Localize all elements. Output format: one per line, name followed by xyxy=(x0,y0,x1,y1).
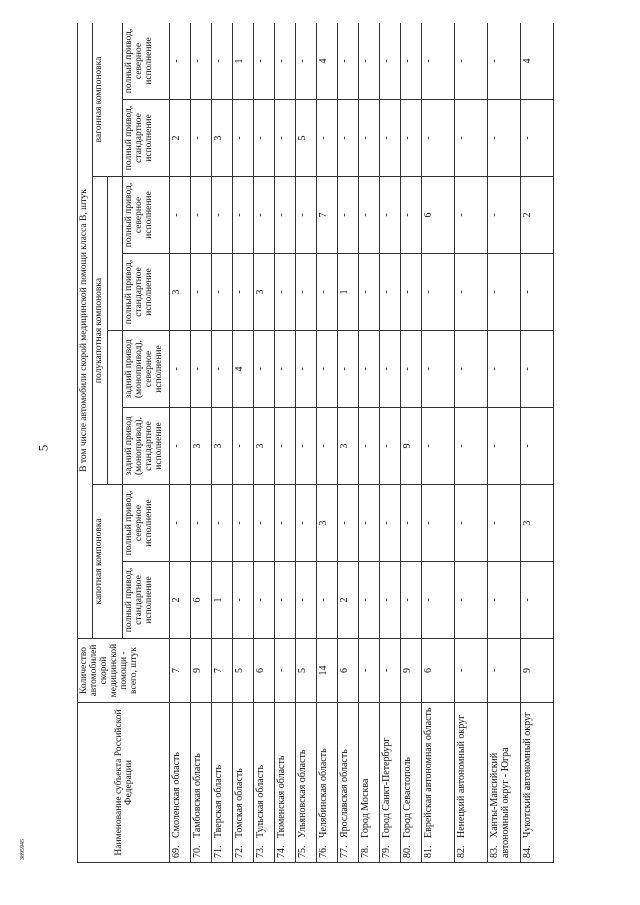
value-cell: - xyxy=(455,100,488,177)
value-cell: 6 xyxy=(191,562,212,639)
value-cell: - xyxy=(191,100,212,177)
value-cell: - xyxy=(488,23,521,100)
value-cell: 7 xyxy=(317,177,338,254)
value-cell: - xyxy=(422,23,455,100)
region-cell xyxy=(212,703,233,863)
value-cell: - xyxy=(521,331,554,408)
value-cell: - xyxy=(233,177,254,254)
subheader: полный привод, стандартное исполнение xyxy=(123,562,170,639)
value-cell: - xyxy=(296,562,317,639)
region-cell xyxy=(521,703,554,863)
value-cell: - xyxy=(422,331,455,408)
value-cell: - xyxy=(380,23,401,100)
value-cell: 1 xyxy=(233,23,254,100)
subheader: полный привод, стандартное исполнение xyxy=(123,100,170,177)
table-row xyxy=(338,23,359,863)
value-cell: 4 xyxy=(317,23,338,100)
value-cell: - xyxy=(254,177,275,254)
region-cell xyxy=(296,703,317,863)
value-cell: - xyxy=(212,23,233,100)
total-cell: 7 xyxy=(170,639,191,703)
subheader: полный привод, стандартное исполнение xyxy=(123,254,170,331)
value-cell: 1 xyxy=(338,254,359,331)
total-cell: 5 xyxy=(233,639,254,703)
value-cell: - xyxy=(380,177,401,254)
value-cell: - xyxy=(275,331,296,408)
table-row xyxy=(170,23,191,863)
row-number: 79. xyxy=(381,845,392,858)
value-cell: 3 xyxy=(254,254,275,331)
value-cell: - xyxy=(422,408,455,485)
value-cell: - xyxy=(212,177,233,254)
region-cell xyxy=(170,703,191,863)
rotated-table-container xyxy=(77,23,622,863)
value-cell: - xyxy=(191,23,212,100)
value-cell: - xyxy=(359,485,380,562)
table-row xyxy=(422,23,455,863)
value-cell: - xyxy=(275,254,296,331)
region-cell xyxy=(488,703,521,863)
value-cell: - xyxy=(254,100,275,177)
total-cell: 9 xyxy=(521,639,554,703)
header-total: Количество автомобилей скорой медицинской помощи - всего, штук xyxy=(78,639,170,703)
value-cell: 9 xyxy=(401,408,422,485)
value-cell: - xyxy=(401,177,422,254)
value-cell: - xyxy=(488,177,521,254)
value-cell: - xyxy=(191,485,212,562)
table-row xyxy=(191,23,212,863)
value-cell: - xyxy=(275,100,296,177)
value-cell: - xyxy=(191,331,212,408)
row-number: 75. xyxy=(297,845,308,858)
value-cell: - xyxy=(338,23,359,100)
value-cell: - xyxy=(233,408,254,485)
value-cell: 2 xyxy=(170,100,191,177)
value-cell: - xyxy=(170,485,191,562)
total-cell: 14 xyxy=(317,639,338,703)
value-cell: - xyxy=(455,562,488,639)
value-cell: - xyxy=(359,408,380,485)
header-semi-awd xyxy=(108,331,123,485)
header-region: Наименование субъекта Российской Федерации xyxy=(78,703,170,863)
value-cell: - xyxy=(380,562,401,639)
subheader: полный привод, северное исполнение xyxy=(123,485,170,562)
value-cell: - xyxy=(401,485,422,562)
subheader: полный привод, северное исполнение xyxy=(123,177,170,254)
value-cell: - xyxy=(488,408,521,485)
value-cell: - xyxy=(380,408,401,485)
value-cell: - xyxy=(359,331,380,408)
table-row xyxy=(380,23,401,863)
value-cell: - xyxy=(488,254,521,331)
value-cell: - xyxy=(521,562,554,639)
subheader: задний привод (монопривод), северное исполнение xyxy=(123,331,170,408)
table-frame xyxy=(77,23,622,863)
row-number: 78. xyxy=(360,845,371,858)
value-cell: - xyxy=(233,100,254,177)
value-cell: - xyxy=(317,100,338,177)
region-name: Город Севастополь xyxy=(402,757,413,838)
value-cell: - xyxy=(401,331,422,408)
region-cell xyxy=(254,703,275,863)
value-cell: - xyxy=(254,562,275,639)
value-cell: 3 xyxy=(521,485,554,562)
value-cell: - xyxy=(170,177,191,254)
value-cell: - xyxy=(317,254,338,331)
region-cell xyxy=(455,703,488,863)
total-cell: 6 xyxy=(254,639,275,703)
subheader: полный привод, северное исполнение xyxy=(123,23,170,100)
value-cell: - xyxy=(275,408,296,485)
table-row xyxy=(212,23,233,863)
value-cell: 5 xyxy=(296,100,317,177)
value-cell: - xyxy=(296,331,317,408)
row-number: 80. xyxy=(402,845,413,858)
region-name: Челябинская область xyxy=(318,748,329,838)
region-name: Тульская область xyxy=(255,764,266,838)
total-cell: - xyxy=(359,639,380,703)
value-cell: - xyxy=(521,408,554,485)
value-cell: - xyxy=(455,408,488,485)
region-cell xyxy=(233,703,254,863)
region-name: Ханты-Мансийский автономный округ - Югра xyxy=(489,747,511,858)
document-code: 3895945 xyxy=(20,839,26,860)
value-cell: - xyxy=(488,485,521,562)
value-cell: - xyxy=(380,100,401,177)
region-cell xyxy=(317,703,338,863)
row-number: 73. xyxy=(255,845,266,858)
value-cell: 3 xyxy=(191,408,212,485)
value-cell: - xyxy=(170,408,191,485)
value-cell: 3 xyxy=(212,100,233,177)
total-cell: - xyxy=(380,639,401,703)
value-cell: - xyxy=(233,562,254,639)
value-cell: - xyxy=(212,485,233,562)
table-row xyxy=(455,23,488,863)
region-name: Смоленская область xyxy=(171,752,182,838)
region-cell xyxy=(359,703,380,863)
region-cell xyxy=(401,703,422,863)
value-cell: - xyxy=(359,100,380,177)
row-number: 72. xyxy=(234,845,245,858)
region-name: Тамбовская область xyxy=(192,753,203,838)
region-cell xyxy=(275,703,296,863)
value-cell: - xyxy=(359,23,380,100)
value-cell: 6 xyxy=(422,177,455,254)
total-cell: - xyxy=(275,639,296,703)
value-cell: - xyxy=(338,485,359,562)
value-cell: 2 xyxy=(170,562,191,639)
header-group-title: В том числе автомобили скорой медицинской помощи класса В, штук xyxy=(78,23,93,639)
value-cell: - xyxy=(233,485,254,562)
subheader: задний привод (монопривод), стандартное исполнение xyxy=(123,408,170,485)
value-cell: - xyxy=(296,408,317,485)
value-cell: 3 xyxy=(254,408,275,485)
value-cell: - xyxy=(401,100,422,177)
value-cell: - xyxy=(275,23,296,100)
value-cell: - xyxy=(488,331,521,408)
value-cell: - xyxy=(296,254,317,331)
table-body xyxy=(170,23,554,863)
value-cell: - xyxy=(191,177,212,254)
region-cell xyxy=(380,703,401,863)
value-cell: - xyxy=(317,408,338,485)
table-row xyxy=(317,23,338,863)
value-cell: 3 xyxy=(338,408,359,485)
row-number: 74. xyxy=(276,845,287,858)
table-row xyxy=(254,23,275,863)
row-number: 82. xyxy=(456,845,467,858)
value-cell: 4 xyxy=(233,331,254,408)
value-cell: - xyxy=(191,254,212,331)
value-cell: - xyxy=(455,23,488,100)
header-layout-semi: полукапотная компоновка xyxy=(93,177,108,485)
value-cell: - xyxy=(338,177,359,254)
value-cell: 3 xyxy=(170,254,191,331)
value-cell: - xyxy=(488,100,521,177)
total-cell: - xyxy=(488,639,521,703)
value-cell: 2 xyxy=(338,562,359,639)
value-cell: - xyxy=(422,562,455,639)
value-cell: - xyxy=(275,485,296,562)
value-cell: - xyxy=(422,254,455,331)
region-cell xyxy=(191,703,212,863)
row-number: 71. xyxy=(213,845,224,858)
table-row xyxy=(359,23,380,863)
header-semi-rwd xyxy=(108,177,123,331)
value-cell: - xyxy=(401,562,422,639)
value-cell: - xyxy=(296,177,317,254)
table-row xyxy=(488,23,521,863)
value-cell: - xyxy=(170,23,191,100)
value-cell: - xyxy=(212,331,233,408)
value-cell: - xyxy=(170,331,191,408)
value-cell: - xyxy=(380,254,401,331)
value-cell: 2 xyxy=(521,177,554,254)
region-name: Тверская область xyxy=(213,764,224,838)
total-cell: 7 xyxy=(212,639,233,703)
value-cell: - xyxy=(521,254,554,331)
value-cell: - xyxy=(233,254,254,331)
table-row xyxy=(233,23,254,863)
value-cell: - xyxy=(422,100,455,177)
value-cell: - xyxy=(359,562,380,639)
value-cell: - xyxy=(275,177,296,254)
value-cell: - xyxy=(296,485,317,562)
value-cell: - xyxy=(254,485,275,562)
region-cell xyxy=(338,703,359,863)
header-layout-wagon: вагонная компоновка xyxy=(93,23,123,177)
value-cell: - xyxy=(338,331,359,408)
region-name: Тюменская область xyxy=(276,755,287,838)
total-cell: 6 xyxy=(422,639,455,703)
header-layout-hood: капотная компоновка xyxy=(93,485,123,639)
value-cell: - xyxy=(254,23,275,100)
region-name: Еврейская автономная область xyxy=(423,707,434,838)
table-row xyxy=(296,23,317,863)
value-cell: 1 xyxy=(212,562,233,639)
region-name: Город Москва xyxy=(360,778,371,838)
total-cell: 9 xyxy=(191,639,212,703)
value-cell: - xyxy=(521,100,554,177)
region-name: Ульяновская область xyxy=(297,749,308,838)
value-cell: - xyxy=(212,254,233,331)
value-cell: - xyxy=(359,177,380,254)
region-cell xyxy=(422,703,455,863)
value-cell: - xyxy=(296,23,317,100)
page-number: 5 xyxy=(35,444,51,452)
value-cell: - xyxy=(317,331,338,408)
value-cell: - xyxy=(422,485,455,562)
table-row xyxy=(401,23,422,863)
value-cell: - xyxy=(401,254,422,331)
total-cell: 9 xyxy=(401,639,422,703)
row-number: 76. xyxy=(318,845,329,858)
table-row xyxy=(521,23,554,863)
table-row xyxy=(275,23,296,863)
row-number: 70. xyxy=(192,845,203,858)
value-cell: - xyxy=(254,331,275,408)
region-name: Томская область xyxy=(234,768,245,838)
row-number: 77. xyxy=(339,845,350,858)
row-number: 84. xyxy=(522,845,533,858)
value-cell: 4 xyxy=(521,23,554,100)
row-number: 69. xyxy=(171,845,182,858)
value-cell: - xyxy=(275,562,296,639)
value-cell: - xyxy=(401,23,422,100)
value-cell: - xyxy=(488,562,521,639)
region-name: Город Санкт-Петербург xyxy=(381,737,392,838)
row-number: 83. xyxy=(489,845,500,858)
value-cell: - xyxy=(455,331,488,408)
value-cell: 3 xyxy=(212,408,233,485)
region-name: Чукотский автономный округ xyxy=(522,711,533,838)
total-cell: - xyxy=(455,639,488,703)
value-cell: - xyxy=(455,254,488,331)
value-cell: 3 xyxy=(317,485,338,562)
total-cell: 5 xyxy=(296,639,317,703)
value-cell: - xyxy=(455,177,488,254)
region-name: Ярославская область xyxy=(339,749,350,838)
value-cell: - xyxy=(317,562,338,639)
value-cell: - xyxy=(359,254,380,331)
value-cell: - xyxy=(380,485,401,562)
region-name: Ненецкий автономный округ xyxy=(456,714,467,838)
value-cell: - xyxy=(455,485,488,562)
value-cell: - xyxy=(380,331,401,408)
total-cell: 6 xyxy=(338,639,359,703)
ambulance-allocation-table xyxy=(77,23,554,863)
row-number: 81. xyxy=(423,845,434,858)
value-cell: - xyxy=(338,100,359,177)
